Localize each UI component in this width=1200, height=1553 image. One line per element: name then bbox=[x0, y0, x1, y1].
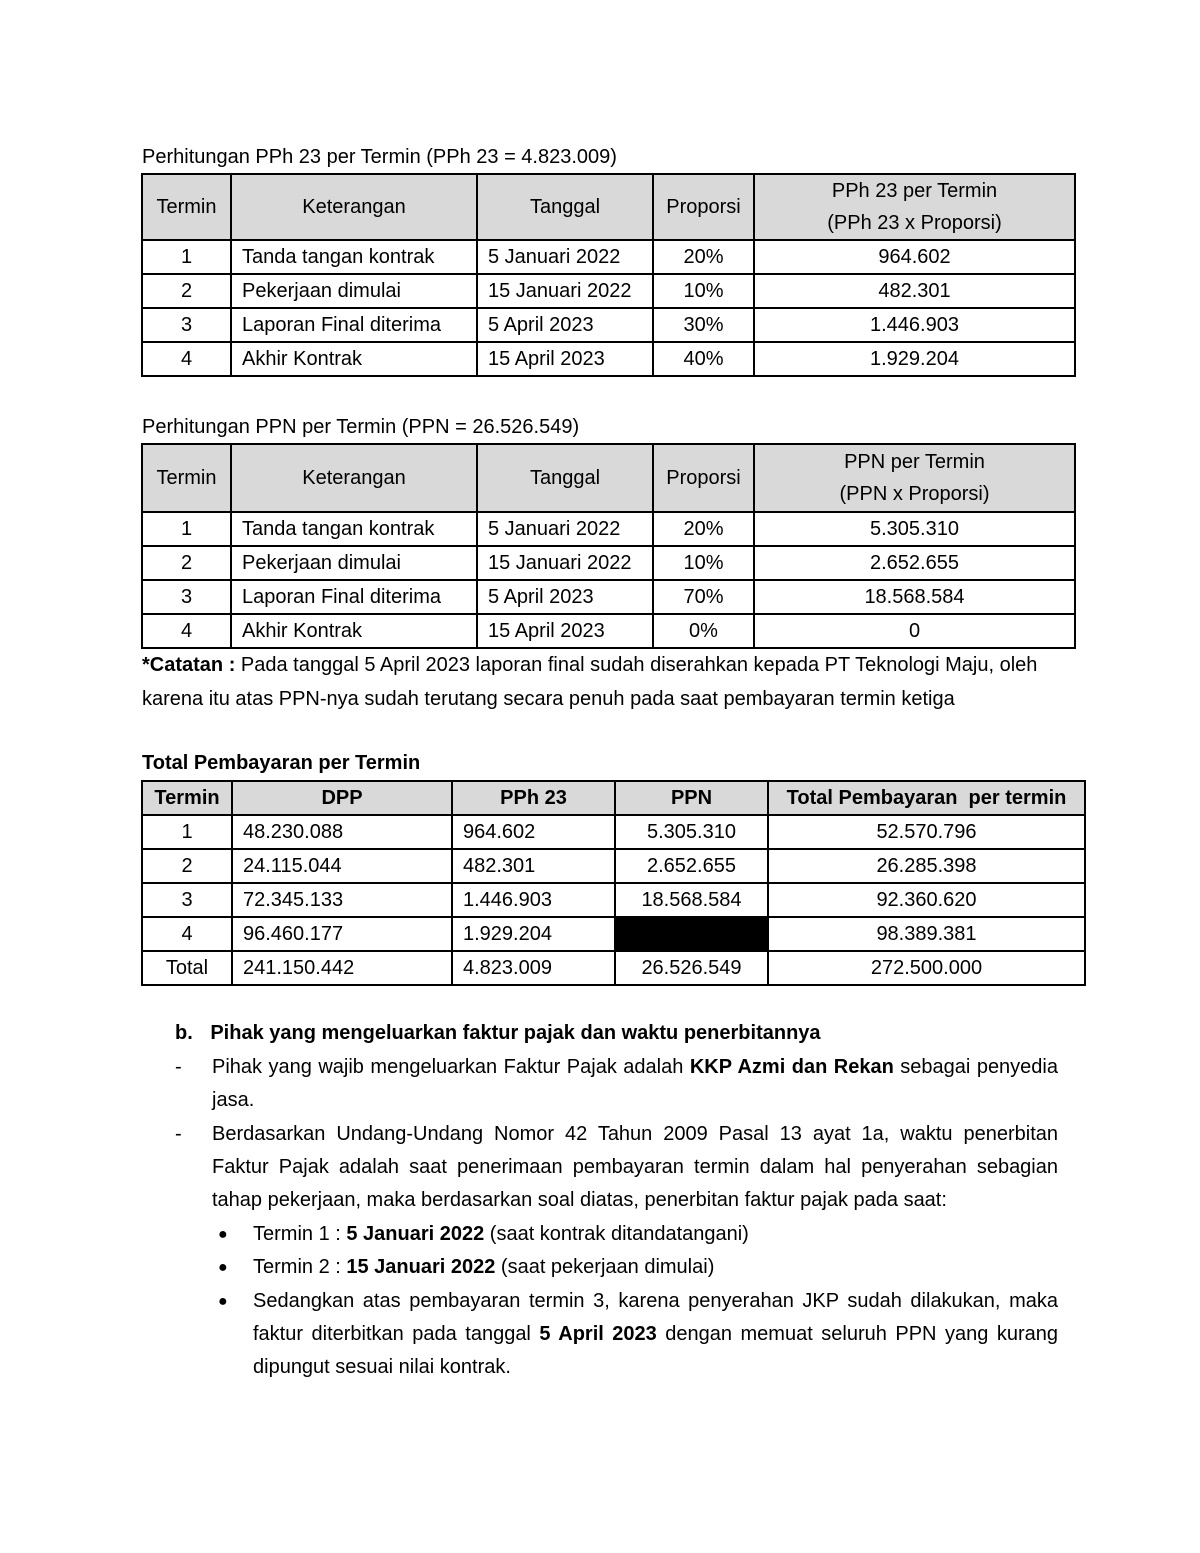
cell: 15 April 2023 bbox=[477, 342, 653, 376]
cell: 1.446.903 bbox=[754, 308, 1075, 342]
cell: 70% bbox=[653, 580, 754, 614]
cell: 4 bbox=[142, 917, 232, 951]
section-b-marker: b. bbox=[175, 1022, 193, 1044]
cell: 72.345.133 bbox=[232, 883, 452, 917]
note-label: *Catatan : bbox=[142, 654, 236, 676]
b1-text: Termin 1 : bbox=[253, 1223, 347, 1245]
header-termin: Termin bbox=[142, 174, 231, 240]
cell: 2.652.655 bbox=[615, 849, 768, 883]
cell: 40% bbox=[653, 342, 754, 376]
cell: Tanda tangan kontrak bbox=[231, 512, 477, 546]
cell: 1 bbox=[142, 512, 231, 546]
cell: 15 April 2023 bbox=[477, 614, 653, 648]
cell: 5.305.310 bbox=[615, 815, 768, 849]
cell: 2 bbox=[142, 546, 231, 580]
cell: 2.652.655 bbox=[754, 546, 1075, 580]
p1-bold: KKP Azmi dan Rekan bbox=[689, 1056, 894, 1078]
cell: 18.568.584 bbox=[754, 580, 1075, 614]
table-row bbox=[142, 849, 1085, 883]
section-b-title: Pihak yang mengeluarkan faktur pajak dan waktu penerbitannya bbox=[210, 1022, 821, 1044]
b3-text: Sedangkan atas pembayaran termin 3, karena penyerahan JKP sudah dilakukan, maka faktur diterbitkan pada tanggal bbox=[253, 1290, 1058, 1345]
cell: 1.929.204 bbox=[452, 917, 615, 951]
bullet-icon: ● bbox=[218, 1293, 228, 1310]
bullet-item-1 bbox=[253, 1218, 1058, 1251]
redacted-cell bbox=[615, 917, 768, 951]
ppn-table-title: Perhitungan PPN per Termin (PPN = 26.526.549) bbox=[142, 416, 580, 438]
cell: 10% bbox=[653, 546, 754, 580]
header-proporsi: Proporsi bbox=[653, 174, 754, 240]
cell: 0% bbox=[653, 614, 754, 648]
cell: 2 bbox=[142, 274, 231, 308]
ppn-table bbox=[141, 443, 1076, 649]
header-proporsi: Proporsi bbox=[653, 444, 754, 512]
header-tanggal: Tanggal bbox=[477, 444, 653, 512]
cell: 482.301 bbox=[754, 274, 1075, 308]
table-row bbox=[142, 546, 1075, 580]
total-row bbox=[142, 951, 1085, 985]
header-termin: Termin bbox=[142, 444, 231, 512]
b2-text-end: (saat pekerjaan dimulai) bbox=[495, 1256, 715, 1278]
cell: 96.460.177 bbox=[232, 917, 452, 951]
header-total-pembayaran: Total Pembayaran per termin bbox=[768, 781, 1085, 815]
table-row bbox=[142, 308, 1075, 342]
header-dpp: DPP bbox=[232, 781, 452, 815]
cell: 0 bbox=[754, 614, 1075, 648]
note-text: Pada tanggal 5 April 2023 laporan final sudah diserahkan kepada PT Teknologi Maju, oleh karena itu atas PPN-nya sudah terutang secara penuh pada saat pembayaran termin ketiga bbox=[142, 654, 1038, 710]
header-termin: Termin bbox=[142, 781, 232, 815]
cell: 48.230.088 bbox=[232, 815, 452, 849]
cell: Akhir Kontrak bbox=[231, 614, 477, 648]
cell: 5 April 2023 bbox=[477, 308, 653, 342]
table-row bbox=[142, 815, 1085, 849]
b1-bold: 5 Januari 2022 bbox=[346, 1223, 485, 1245]
table-row bbox=[142, 512, 1075, 546]
dash-marker: - bbox=[175, 1123, 182, 1145]
cell: 2 bbox=[142, 849, 232, 883]
pph-table bbox=[141, 173, 1076, 377]
header-tanggal: Tanggal bbox=[477, 174, 653, 240]
cell: 5 Januari 2022 bbox=[477, 240, 653, 274]
cell: 3 bbox=[142, 308, 231, 342]
cell: 26.285.398 bbox=[768, 849, 1085, 883]
total-table-header bbox=[142, 781, 1085, 815]
bullet-icon: ● bbox=[218, 1226, 228, 1243]
cell: 10% bbox=[653, 274, 754, 308]
cell: 98.389.381 bbox=[768, 917, 1085, 951]
ppn-table-header bbox=[142, 444, 1075, 512]
bullet-icon: ● bbox=[218, 1259, 228, 1276]
cell: 241.150.442 bbox=[232, 951, 452, 985]
cell: 3 bbox=[142, 580, 231, 614]
cell: 30% bbox=[653, 308, 754, 342]
cell: Akhir Kontrak bbox=[231, 342, 477, 376]
header-pph-per-termin bbox=[754, 174, 1075, 240]
cell: 272.500.000 bbox=[768, 951, 1085, 985]
pph-table-title: Perhitungan PPh 23 per Termin (PPh 23 = 4.823.009) bbox=[142, 146, 617, 168]
cell: 20% bbox=[653, 240, 754, 274]
cell: 964.602 bbox=[754, 240, 1075, 274]
total-table-title: Total Pembayaran per Termin bbox=[142, 752, 421, 774]
b3-bold: 5 April 2023 bbox=[539, 1323, 657, 1345]
cell: 4 bbox=[142, 342, 231, 376]
cell: Laporan Final diterima bbox=[231, 308, 477, 342]
cell: 5.305.310 bbox=[754, 512, 1075, 546]
cell: 3 bbox=[142, 883, 232, 917]
header-line-1: PPh 23 per Termin bbox=[831, 180, 998, 202]
cell: 18.568.584 bbox=[615, 883, 768, 917]
header-ppn-per-termin bbox=[754, 444, 1075, 512]
cell: 52.570.796 bbox=[768, 815, 1085, 849]
header-ppn: PPN bbox=[615, 781, 768, 815]
b1-text-end: (saat kontrak ditandatangani) bbox=[484, 1223, 749, 1245]
cell: 5 April 2023 bbox=[477, 580, 653, 614]
cell: 1 bbox=[142, 240, 231, 274]
cell: 26.526.549 bbox=[615, 951, 768, 985]
cell: 15 Januari 2022 bbox=[477, 546, 653, 580]
cell: Tanda tangan kontrak bbox=[231, 240, 477, 274]
b3-text-end: dengan memuat seluruh PPN yang kurang dipungut sesuai nilai kontrak. bbox=[253, 1323, 1058, 1378]
table-row bbox=[142, 580, 1075, 614]
section-b-heading bbox=[175, 1018, 821, 1048]
dash-marker: - bbox=[175, 1056, 182, 1078]
b2-text: Termin 2 : bbox=[253, 1256, 347, 1278]
p1-text-end: sebagai penyedia jasa. bbox=[212, 1056, 1058, 1111]
cell: Pekerjaan dimulai bbox=[231, 546, 477, 580]
cell: 4.823.009 bbox=[452, 951, 615, 985]
cell: 1.929.204 bbox=[754, 342, 1075, 376]
bullet-item-2 bbox=[253, 1251, 1058, 1284]
header-line-2: (PPh 23 x Proporsi) bbox=[827, 212, 1002, 234]
table-row bbox=[142, 274, 1075, 308]
table-row bbox=[142, 614, 1075, 648]
header-keterangan: Keterangan bbox=[231, 444, 477, 512]
cell: 1.446.903 bbox=[452, 883, 615, 917]
paragraph-2: Berdasarkan Undang-Undang Nomor 42 Tahun 2009 Pasal 13 ayat 1a, waktu penerbitan Faktur Pajak adalah saat penerimaan pembayaran termin dalam hal penyerahan sebagian tahap pekerjaan, maka berdasarkan soal diatas, penerbitan faktur pajak pada saat: bbox=[212, 1123, 1058, 1211]
cell: 20% bbox=[653, 512, 754, 546]
table-row bbox=[142, 342, 1075, 376]
cell: 24.115.044 bbox=[232, 849, 452, 883]
header-pph23: PPh 23 bbox=[452, 781, 615, 815]
cell: 482.301 bbox=[452, 849, 615, 883]
table-row bbox=[142, 917, 1085, 951]
cell: 5 Januari 2022 bbox=[477, 512, 653, 546]
cell: 964.602 bbox=[452, 815, 615, 849]
cell: Laporan Final diterima bbox=[231, 580, 477, 614]
table-row bbox=[142, 883, 1085, 917]
header-line-2: (PPN x Proporsi) bbox=[839, 483, 990, 505]
cell: Total bbox=[142, 951, 232, 985]
ppn-note bbox=[142, 648, 1062, 716]
b2-bold: 15 Januari 2022 bbox=[346, 1256, 496, 1278]
total-table bbox=[141, 780, 1086, 986]
table-row bbox=[142, 240, 1075, 274]
paragraph-1 bbox=[212, 1051, 1058, 1117]
cell: Pekerjaan dimulai bbox=[231, 274, 477, 308]
cell: 4 bbox=[142, 614, 231, 648]
header-line-1: PPN per Termin bbox=[844, 451, 985, 473]
pph-table-header bbox=[142, 174, 1075, 240]
cell: 1 bbox=[142, 815, 232, 849]
cell: 15 Januari 2022 bbox=[477, 274, 653, 308]
p1-text: Pihak yang wajib mengeluarkan Faktur Pajak adalah bbox=[212, 1056, 690, 1078]
cell: 92.360.620 bbox=[768, 883, 1085, 917]
header-keterangan: Keterangan bbox=[231, 174, 477, 240]
bullet-item-3 bbox=[253, 1285, 1058, 1384]
